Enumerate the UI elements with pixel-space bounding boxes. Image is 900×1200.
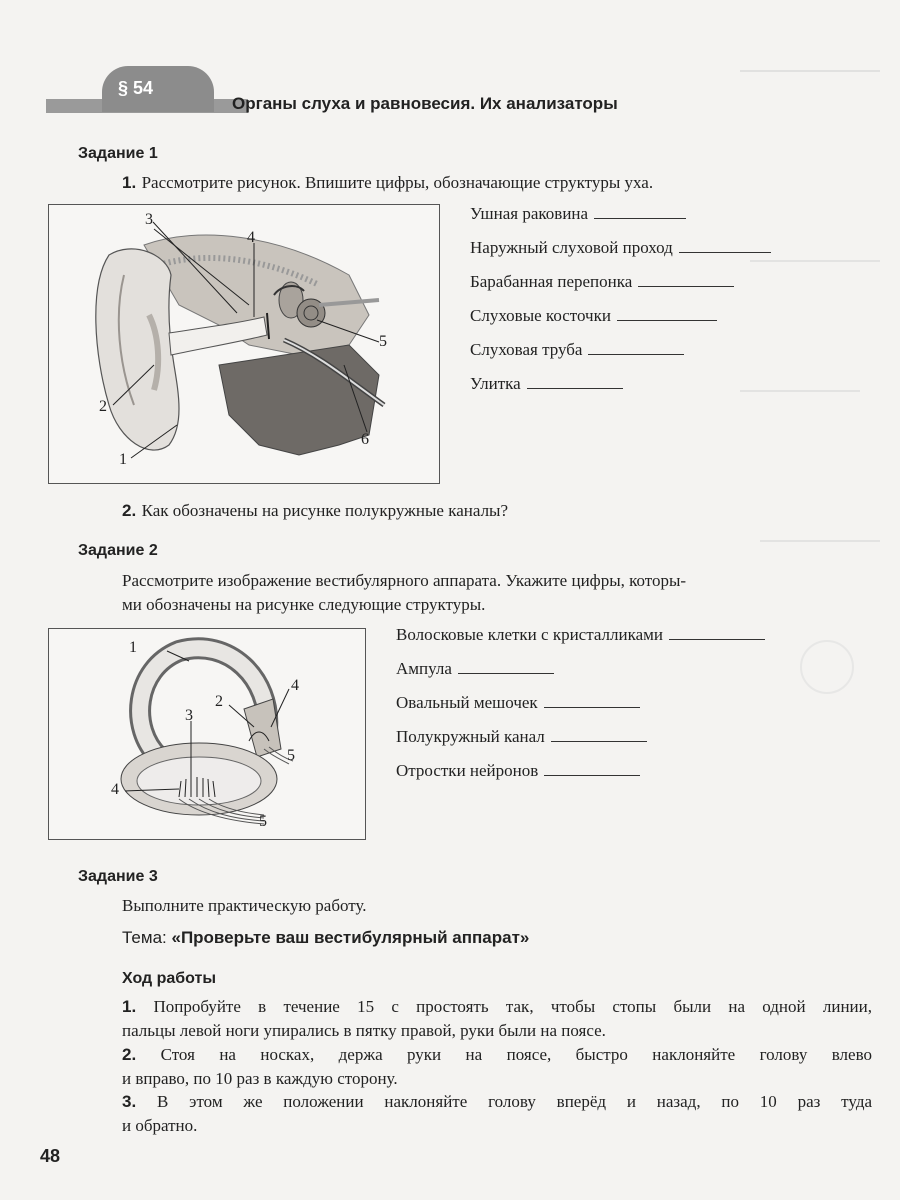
task2-instructions	[122, 569, 872, 617]
task2-text-line2: ми обозначены на рисунке следующие структуры.	[122, 595, 486, 614]
task1-q1-text: Рассмотрите рисунок. Впишите цифры, обозначающие структуры уха.	[141, 173, 654, 192]
step-1-line1: Попробуйте в течение 15 с простоять так, чтобы стопы были на одной линии,	[153, 997, 873, 1016]
topic-title: «Проверьте ваш вестибулярный аппарат»	[171, 928, 530, 947]
vest-label-3: 3	[185, 707, 193, 724]
answer-blank[interactable]	[544, 775, 640, 776]
step-2-number: 2.	[122, 1045, 137, 1064]
page-title: Органы слуха и равновесия. Их анализаторы	[232, 94, 618, 113]
answer-row-neuron-processes	[396, 761, 640, 781]
answer-label: Наружный слуховой проход	[470, 238, 673, 257]
step-2-line1: Стоя на носках, держа руки на поясе, быстро наклоняйте голову влево	[160, 1045, 872, 1064]
answer-blank[interactable]	[617, 320, 717, 321]
vest-label-5-right: 5	[287, 747, 295, 764]
step-1	[122, 995, 872, 1043]
answer-label: Ампула	[396, 659, 452, 678]
answer-blank[interactable]	[544, 707, 640, 708]
answer-row-semicircular-canal	[396, 727, 647, 747]
ear-figure	[48, 204, 440, 484]
task1-heading: Задание 1	[78, 145, 158, 162]
answer-row-eustachian-tube	[470, 340, 684, 360]
vest-label-2: 2	[215, 693, 223, 710]
answer-blank[interactable]	[527, 388, 623, 389]
answer-label: Ушная раковина	[470, 204, 589, 223]
task3-intro: Выполните практическую работу.	[122, 896, 367, 915]
vest-label-5-bottom: 5	[259, 813, 267, 830]
answer-row-eardrum	[470, 272, 734, 292]
ear-label-2: 2	[99, 398, 107, 415]
task1-q2-number: 2.	[122, 501, 137, 520]
ear-label-3: 3	[145, 211, 153, 228]
step-3-line1: В этом же положении наклоняйте голову вперёд и назад, по 10 раз туда	[157, 1092, 873, 1111]
ear-label-6: 6	[361, 431, 369, 448]
step-1-number: 1.	[122, 997, 137, 1016]
vestibular-figure	[48, 628, 366, 840]
answer-row-oval-sac	[396, 693, 640, 713]
progress-heading: Ход работы	[122, 970, 217, 987]
task1-q2-text: Как обозначены на рисунке полукружные каналы?	[141, 501, 509, 520]
answer-label: Волосковые клетки с кристалликами	[396, 625, 664, 644]
answer-label: Овальный мешочек	[396, 693, 538, 712]
topic-prefix: Тема:	[122, 928, 172, 947]
answer-row-cochlea	[470, 374, 623, 394]
answer-blank[interactable]	[638, 286, 734, 287]
answer-row-ampulla	[396, 659, 554, 679]
step-3-number: 3.	[122, 1092, 137, 1111]
answer-label: Отростки нейронов	[396, 761, 539, 780]
page-number: 48	[40, 1146, 61, 1166]
ear-label-1: 1	[119, 451, 127, 468]
answer-label: Слуховая труба	[470, 340, 583, 359]
task1-q1-number: 1.	[122, 173, 137, 192]
answer-blank[interactable]	[669, 639, 765, 640]
bleed-through-texture	[740, 60, 890, 820]
answer-row-auricle	[470, 204, 686, 224]
answer-blank[interactable]	[458, 673, 554, 674]
answer-label: Слуховые косточки	[470, 306, 611, 325]
ear-label-5: 5	[379, 333, 387, 350]
answer-row-ossicles	[470, 306, 717, 326]
task3-topic	[122, 928, 529, 948]
vestibular-illustration	[49, 629, 365, 839]
task1-question2	[122, 499, 508, 523]
task1-question1	[122, 171, 653, 195]
answer-row-hair-cells	[396, 625, 765, 645]
task2-text-line1: Рассмотрите изображение вестибулярного аппарата. Укажите цифры, которы-	[122, 571, 687, 590]
answer-blank[interactable]	[594, 218, 686, 219]
step-3-line2: и обратно.	[122, 1116, 198, 1135]
step-1-line2: пальцы левой ноги упирались в пятку правой, руки были на поясе.	[122, 1021, 606, 1040]
answer-label: Полукружный канал	[396, 727, 545, 746]
step-2-line2: и вправо, по 10 раз в каждую сторону.	[122, 1069, 398, 1088]
answer-label: Улитка	[470, 374, 521, 393]
vest-label-4-left: 4	[111, 781, 119, 798]
answer-label: Барабанная перепонка	[470, 272, 633, 291]
ear-label-4: 4	[247, 229, 255, 246]
step-2	[122, 1043, 872, 1091]
answer-blank[interactable]	[588, 354, 684, 355]
task2-heading: Задание 2	[78, 542, 158, 559]
answer-blank[interactable]	[551, 741, 647, 742]
answer-blank[interactable]	[679, 252, 771, 253]
step-3	[122, 1090, 872, 1138]
answer-row-ear-canal	[470, 238, 771, 258]
paragraph-number: § 54	[118, 78, 154, 98]
vest-label-1: 1	[129, 639, 137, 656]
vest-label-4-top: 4	[291, 677, 299, 694]
task3-heading: Задание 3	[78, 868, 158, 885]
